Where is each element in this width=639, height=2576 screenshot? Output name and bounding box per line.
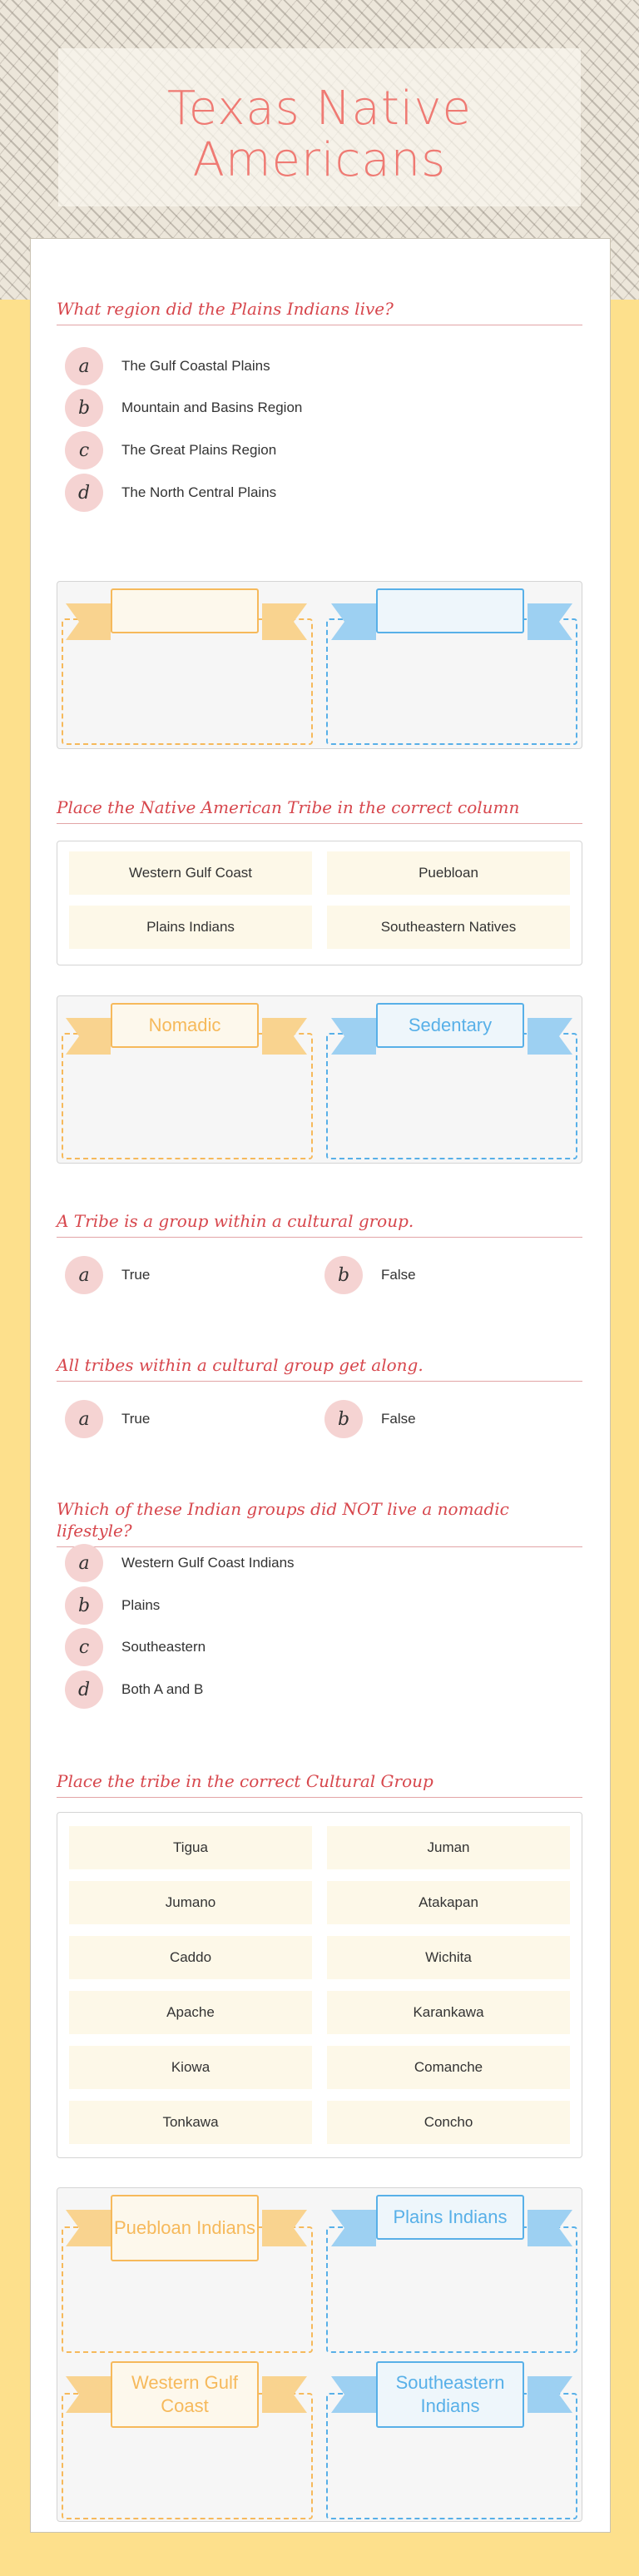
column-banner-sedentary: [331, 1003, 572, 1055]
chip-tonkawa[interactable]: Tonkawa: [69, 2101, 312, 2144]
column-label-southeastern-indians: Southeastern Indians: [376, 2361, 524, 2428]
question-5-option-c[interactable]: [65, 1628, 206, 1666]
question-4-title: All tribes within a cultural group get along.: [57, 1354, 582, 1382]
option-letter: a: [65, 1256, 103, 1294]
drop-zone-panel-nomadic-sedentary: [57, 995, 582, 1164]
option-letter: b: [65, 389, 103, 427]
question-4-option-a[interactable]: [65, 1400, 150, 1438]
column-banner-western-gulf-coast: [66, 2361, 307, 2431]
chip-kiowa[interactable]: Kiowa: [69, 2046, 312, 2089]
chip-karankawa[interactable]: Karankawa: [327, 1991, 570, 2034]
option-label: True: [121, 1267, 151, 1283]
question-5-option-d[interactable]: [65, 1670, 203, 1709]
column-label-western-gulf-coast: Western Gulf Coast: [111, 2361, 259, 2428]
drop-zone-panel-cultural-groups: [57, 2187, 582, 2522]
option-letter: a: [65, 1400, 103, 1438]
option-label: The North Central Plains: [121, 484, 277, 500]
question-1-option-d[interactable]: [65, 474, 276, 512]
chip-western-gulf-coast[interactable]: Western Gulf Coast: [69, 851, 312, 895]
option-letter: c: [65, 431, 103, 469]
option-letter: c: [65, 1628, 103, 1666]
option-letter: a: [65, 1544, 103, 1582]
chip-comanche[interactable]: Comanche: [327, 2046, 570, 2089]
drop-zone-panel-empty: [57, 581, 582, 749]
chip-caddo[interactable]: Caddo: [69, 1936, 312, 1979]
question-3-option-b[interactable]: [324, 1256, 416, 1294]
question-6-title: Place the tribe in the correct Cultural Group: [57, 1770, 582, 1798]
chip-jumano[interactable]: Jumano: [69, 1881, 312, 1924]
column-banner-plains-indians: [331, 2195, 572, 2246]
column-banner-right: [331, 588, 572, 640]
question-1-option-c[interactable]: [65, 431, 276, 469]
option-letter: b: [324, 1256, 363, 1294]
question-5-title: Which of these Indian groups did NOT live a nomadic lifestyle?: [57, 1498, 582, 1547]
chip-bank-1: [57, 841, 582, 965]
option-label: Both A and B: [121, 1681, 204, 1697]
question-4-option-b[interactable]: [324, 1400, 416, 1438]
question-1-option-b[interactable]: [65, 389, 302, 427]
option-label: Mountain and Basins Region: [121, 400, 303, 415]
column-label-plains-indians: Plains Indians: [376, 2195, 524, 2240]
column-label-nomadic: Nomadic: [111, 1003, 259, 1048]
option-label: True: [121, 1411, 151, 1427]
chip-juman[interactable]: Juman: [327, 1826, 570, 1869]
question-3-option-a[interactable]: [65, 1256, 150, 1294]
question-1-option-a[interactable]: [65, 347, 270, 385]
option-letter: d: [65, 1670, 103, 1709]
chip-atakapan[interactable]: Atakapan: [327, 1881, 570, 1924]
page-title: Texas Native Americans: [167, 82, 472, 187]
option-label: The Gulf Coastal Plains: [121, 358, 270, 374]
chip-bank-2: [57, 1812, 582, 2158]
question-2-title: Place the Native American Tribe in the correct column: [57, 797, 582, 824]
option-label: The Great Plains Region: [121, 442, 277, 458]
chip-apache[interactable]: Apache: [69, 1991, 312, 2034]
option-letter: b: [324, 1400, 363, 1438]
chip-concho[interactable]: Concho: [327, 2101, 570, 2144]
column-label-puebloan-indians: Puebloan Indians: [111, 2195, 259, 2261]
chip-tigua[interactable]: Tigua: [69, 1826, 312, 1869]
column-banner-southeastern-indians: [331, 2361, 572, 2431]
chip-puebloan[interactable]: Puebloan: [327, 851, 570, 895]
option-label: False: [381, 1411, 416, 1427]
option-label: Southeastern: [121, 1639, 206, 1655]
column-banner-puebloan-indians: [66, 2195, 307, 2265]
question-3-title: A Tribe is a group within a cultural group.: [57, 1210, 582, 1238]
column-banner-left: [66, 588, 307, 640]
chip-plains-indians[interactable]: Plains Indians: [69, 906, 312, 949]
option-letter: d: [65, 474, 103, 512]
chip-southeastern-natives[interactable]: Southeastern Natives: [327, 906, 570, 949]
question-5-option-a[interactable]: [65, 1544, 295, 1582]
column-banner-nomadic: [66, 1003, 307, 1055]
question-5-option-b[interactable]: [65, 1586, 160, 1625]
chip-wichita[interactable]: Wichita: [327, 1936, 570, 1979]
question-1-title: What region did the Plains Indians live?: [57, 298, 582, 325]
column-label-sedentary: Sedentary: [376, 1003, 524, 1048]
option-letter: b: [65, 1586, 103, 1625]
option-letter: a: [65, 347, 103, 385]
option-label: Plains: [121, 1597, 161, 1613]
option-label: False: [381, 1267, 416, 1283]
option-label: Western Gulf Coast Indians: [121, 1555, 295, 1571]
